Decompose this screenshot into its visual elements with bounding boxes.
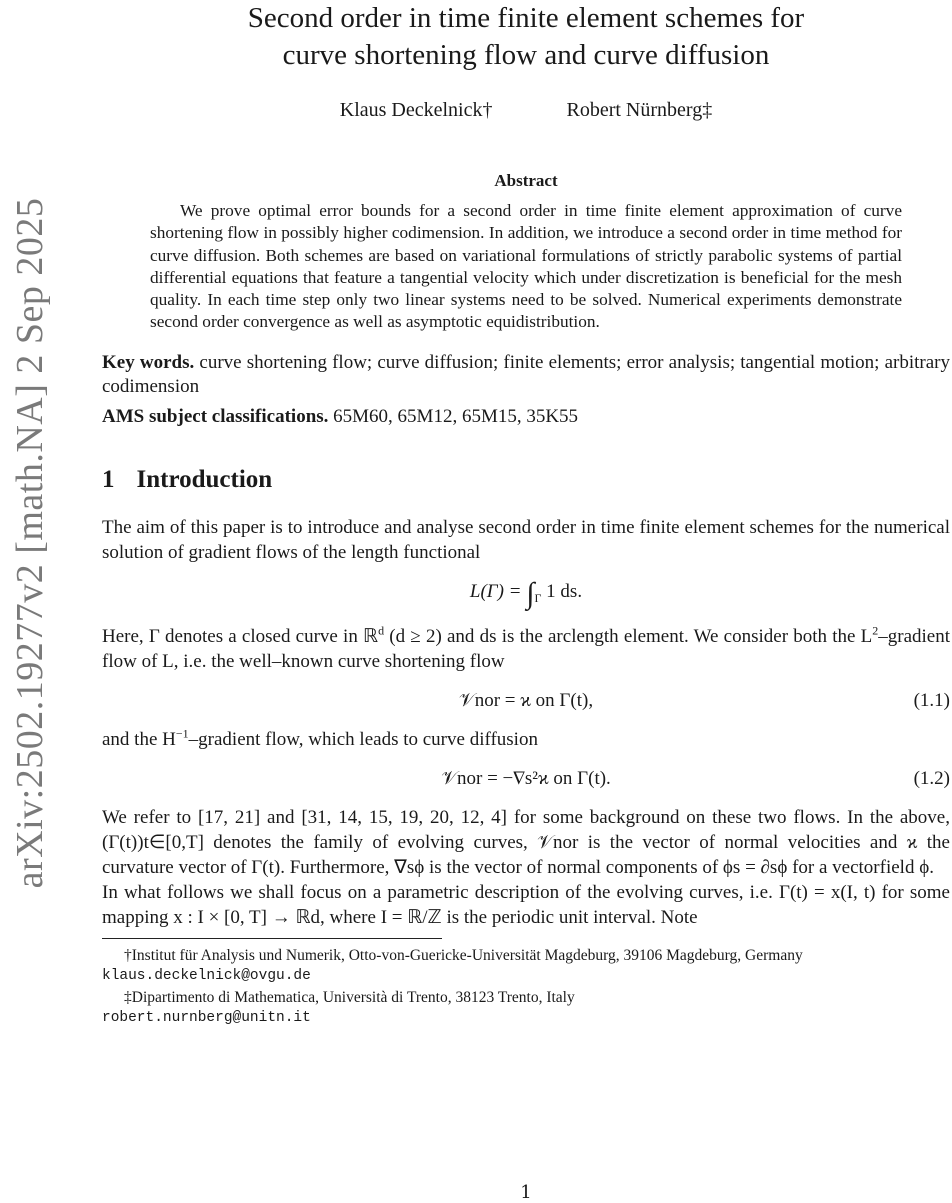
section-number: 1	[102, 465, 115, 493]
ams-classification	[102, 405, 950, 429]
author-list	[102, 99, 950, 123]
intro-paragraph-2	[102, 624, 950, 674]
keywords-label: Key words.	[102, 351, 195, 373]
section-title: Introduction	[136, 465, 273, 493]
intro-paragraph-4: We refer to [17, 21] and [31, 14, 15, 19, 20, 12, 4] for some background on these two flows. In the above, (Γ(t))t∈[0,T] denotes the family of evolving curves, 𝒱nor is the vector of normal velocities and ϰ the curvature vector of Γ(t). Furthermore, ∇sϕ is the vector of normal components of ϕs = ∂sϕ for a vectorfield ϕ.	[102, 806, 950, 878]
abstract-heading: Abstract	[494, 170, 558, 190]
intro-paragraph-3	[102, 727, 950, 752]
integral-symbol: ∫	[526, 576, 535, 610]
eq2-body: 𝒱nor = −∇s²ϰ on Γ(t).	[441, 767, 611, 789]
title-line-2: curve shortening flow and curve diffusion	[282, 39, 770, 71]
author-deckelnick: Klaus Deckelnick†	[339, 99, 493, 121]
eq1-body: 𝒱nor = ϰ on Γ(t),	[458, 689, 594, 711]
p3-part-a: and the H	[102, 728, 176, 750]
keywords	[102, 351, 950, 399]
eq2-tag: (1.2)	[913, 767, 950, 789]
ams-label: AMS subject classifications.	[102, 405, 329, 427]
arxiv-sidebar	[0, 0, 60, 1200]
length-functional-equation	[102, 576, 950, 610]
eq-length-lhs: L(Γ) =	[469, 580, 527, 602]
paper-page	[102, 0, 950, 1029]
footnote-2-email[interactable]: robert.nurnberg@unitn.it	[102, 1009, 311, 1026]
author-nurnberg: Robert Nürnberg‡	[566, 99, 713, 121]
arxiv-identifier: arXiv:2502.19277v2 [math.NA] 2 Sep 2025	[9, 197, 51, 889]
equation-1-1	[102, 688, 950, 713]
p2-sup-2: 2	[872, 623, 879, 638]
page-number: 1	[520, 1182, 532, 1203]
p3-part-c: –gradient flow, which leads to curve diffusion	[188, 728, 538, 750]
p2-part-c: (d ≥ 2) and ds is the arclength element. We consider both the L	[384, 625, 873, 647]
integral-domain: Γ	[534, 590, 542, 605]
abstract-text: We prove optimal error bounds for a second order in time finite element approximation of curve shortening flow in possibly higher codimension. In addition, we introduce a second order in time method for curve diffusion. Both schemes are based on variational formulations of strictly parabolic systems of partial differential equations that feature a tangential velocity which under discretization is beneficial for the mesh quality. In each time step only two linear systems need to be solved. Numerical experiments demonstrate second order convergence as well as asymptotic equidistribution.	[150, 201, 902, 332]
p2-sup-d: d	[378, 623, 385, 638]
p2-part-a: Here, Γ denotes a closed curve in ℝ	[102, 625, 379, 647]
title-line-1: Second order in time finite element schemes for	[247, 2, 805, 34]
intro-paragraph-5: In what follows we shall focus on a parametric description of the evolving curves, i.e. Γ(t) = x(I, t) for some mapping x : I × [0, T] → ℝd, where I = ℝ/ℤ is the periodic unit interval. Note	[102, 881, 950, 928]
footnote-2: ‡Dipartimento di Mathematica, Università di Trento, 38123 Trento, Italy	[124, 988, 575, 1006]
paper-title	[102, 0, 950, 74]
footnote-rule	[102, 938, 442, 939]
footnote-1-email[interactable]: klaus.deckelnick@ovgu.de	[102, 967, 311, 984]
equation-1-2	[102, 766, 950, 791]
ams-codes: 65M60, 65M12, 65M15, 35K55	[333, 405, 579, 427]
eq1-tag: (1.1)	[913, 689, 950, 711]
keywords-text: curve shortening flow; curve diffusion; finite elements; error analysis; tangential motion; arbitrary codimension	[102, 351, 951, 397]
section-heading	[102, 465, 950, 495]
p2-part-e: –gradient flow of L, i.e. the well–known curve shortening flow	[102, 625, 951, 672]
footnote-1: †Institut für Analysis und Numerik, Otto-von-Guericke-Universität Magdeburg, 39106 Magdeburg, Germany	[124, 946, 803, 964]
intro-paragraph-1: The aim of this paper is to introduce and analyse second order in time finite element schemes for the numerical solution of gradient flows of the length functional	[102, 516, 950, 563]
p3-sup: −1	[175, 726, 189, 741]
eq-length-rhs: 1 ds.	[541, 580, 583, 602]
